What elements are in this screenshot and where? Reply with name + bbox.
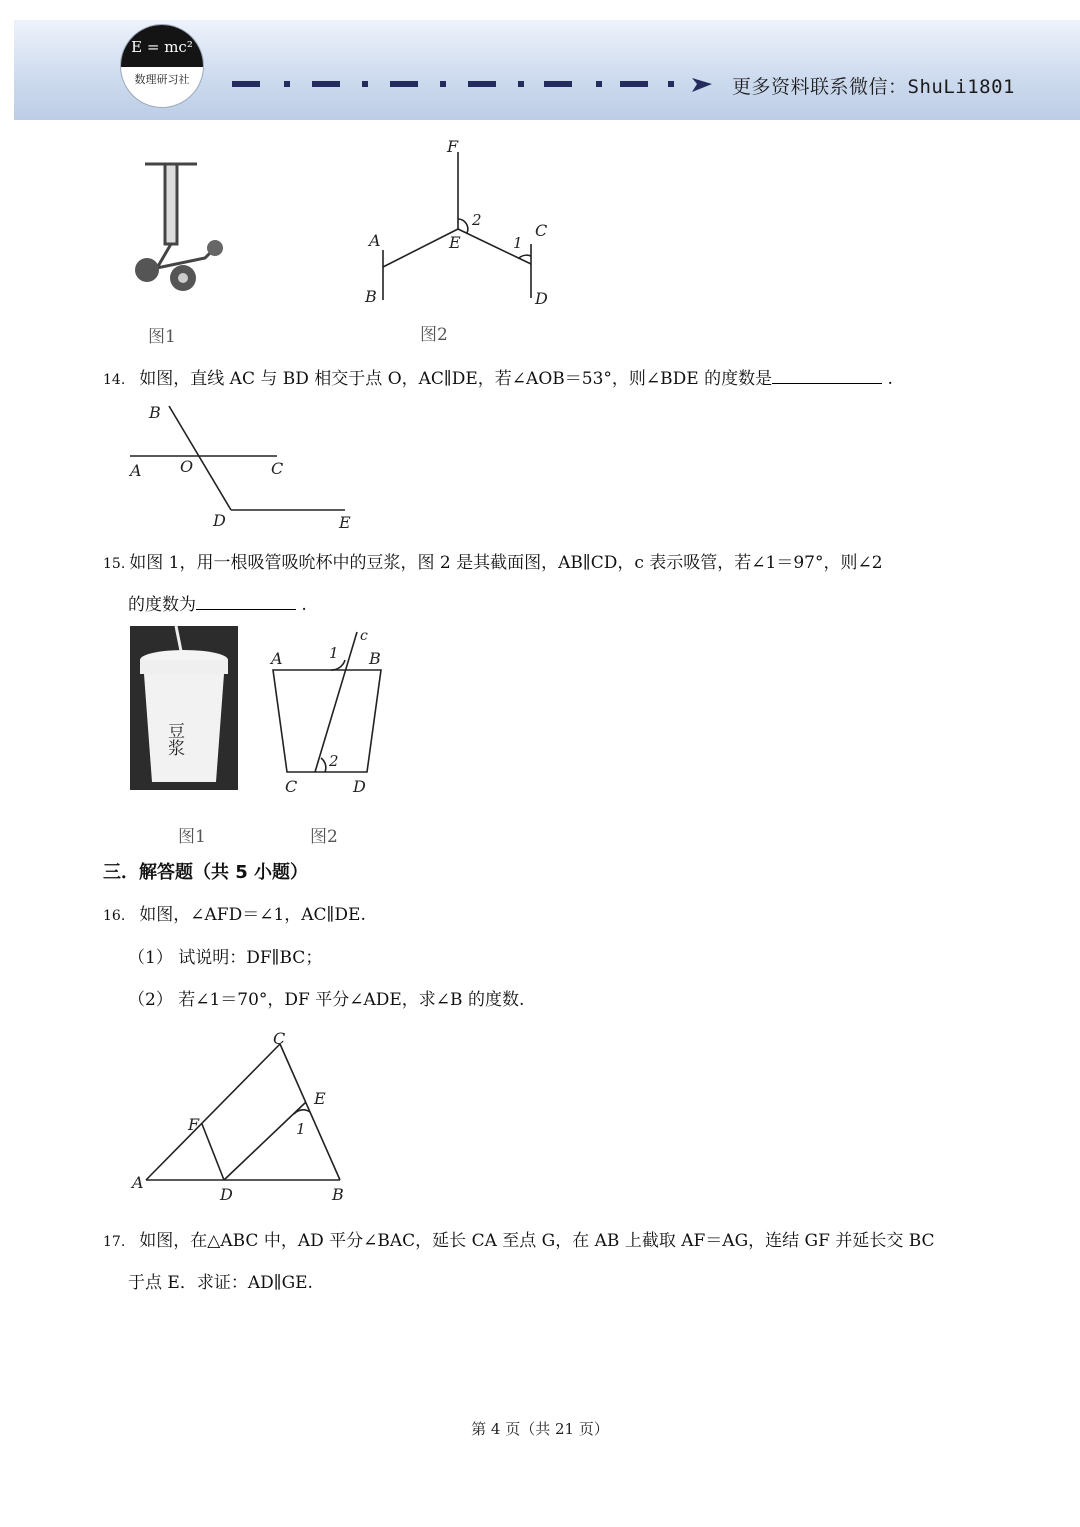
q16-figure xyxy=(128,1024,353,1206)
fig-label: 2 xyxy=(329,752,339,770)
question-text: 的度数为 xyxy=(128,595,196,615)
fig-label: C xyxy=(535,221,548,240)
question-15-line2 xyxy=(128,590,307,615)
question-17 xyxy=(103,1226,935,1251)
brand-logo xyxy=(120,24,204,108)
fig-label: D xyxy=(535,289,548,308)
question-16-part2: （2） 若∠1＝70°，DF 平分∠ADE，求∠B 的度数. xyxy=(128,990,525,1010)
question-number: 14. xyxy=(103,372,126,388)
fig-label: C xyxy=(285,777,298,796)
question-number: 17. xyxy=(103,1234,126,1250)
fig-label: F xyxy=(188,1115,200,1134)
fig-label: A xyxy=(130,461,142,480)
soymilk-cup-image xyxy=(130,626,238,790)
question-14 xyxy=(103,364,893,389)
fig-label: A xyxy=(132,1173,144,1192)
answer-blank xyxy=(772,367,882,384)
q14-figure xyxy=(125,398,360,533)
fig-label: E xyxy=(449,233,461,252)
fig-label: B xyxy=(332,1185,344,1204)
fig-label: C xyxy=(271,459,284,478)
question-16-part1: （1） 试说明：DF∥BC； xyxy=(128,948,323,968)
question-text: 如图，直线 AC 与 BD 相交于点 O，AC∥DE，若∠AOB＝53°，则∠BDE 的度数是 xyxy=(139,369,773,389)
fig-label: B xyxy=(369,649,381,668)
fig1-caption: 图1 xyxy=(148,327,176,347)
fig-label: 1 xyxy=(329,644,339,662)
fig-label: B xyxy=(149,403,161,422)
question-17-line2: 于点 E．求证：AD∥GE. xyxy=(128,1273,313,1293)
fig-label: C xyxy=(273,1029,286,1048)
question-number: 15. xyxy=(103,556,126,572)
question-text: 如图 1，用一根吸管吸吮杯中的豆浆，图 2 是其截面图，AB∥CD，c 表示吸管，若∠1＝97°，则∠2 xyxy=(129,553,883,573)
question-end: . xyxy=(301,595,307,615)
question-end: . xyxy=(887,369,893,389)
question-16 xyxy=(103,900,366,925)
fig-label: A xyxy=(271,649,283,668)
fig-label: D xyxy=(353,777,366,796)
fig-label: c xyxy=(360,628,368,644)
fig-label: B xyxy=(365,287,377,306)
q13-figure-2 xyxy=(355,132,555,322)
fig-label: A xyxy=(369,231,381,250)
fig-label: E xyxy=(314,1089,326,1108)
fig-label: E xyxy=(339,513,351,532)
logo-name: 数理研习社 xyxy=(134,73,190,86)
section-heading: 三．解答题（共 5 小题） xyxy=(103,862,309,883)
fig-label: D xyxy=(213,511,226,530)
fig-label: 2 xyxy=(472,211,482,229)
fig1-caption: 图1 xyxy=(178,827,206,847)
fig2-caption: 图2 xyxy=(420,325,448,345)
logo-formula: E = mc² xyxy=(121,25,203,67)
page-footer: 第 4 页（共 21 页） xyxy=(471,1420,609,1438)
fig-label: 1 xyxy=(513,234,523,252)
fig2-caption: 图2 xyxy=(310,827,338,847)
scooter-image xyxy=(125,150,235,310)
question-text: 如图，∠AFD＝∠1，AC∥DE. xyxy=(139,905,366,925)
fig-label: 1 xyxy=(296,1120,306,1138)
header-contact: 更多资料联系微信：ShuLi1801 xyxy=(732,76,1015,98)
cup-label: 豆浆 xyxy=(164,722,184,756)
fig-label: O xyxy=(180,457,194,476)
question-15 xyxy=(103,548,883,573)
answer-blank xyxy=(196,593,296,610)
question-number: 16. xyxy=(103,908,126,924)
fig-label: D xyxy=(220,1185,233,1204)
q15-figure-2 xyxy=(265,628,390,800)
header-dash-line xyxy=(232,78,712,94)
question-text: 如图，在△ABC 中，AD 平分∠BAC，延长 CA 至点 G，在 AB 上截取 AF＝AG，连结 GF 并延长交 BC xyxy=(139,1231,935,1251)
fig-label: F xyxy=(447,137,459,156)
